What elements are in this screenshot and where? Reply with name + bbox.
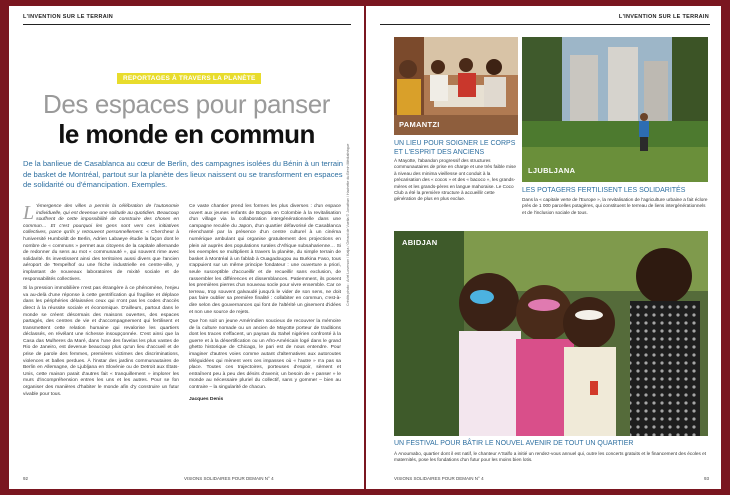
right-page [366,6,721,489]
photo-abidjan-image [394,231,708,436]
text-column-1 [23,204,179,401]
text-column-2 [189,204,341,403]
caption-text: À Anoumabo, quartier dont il est natif, le chanteur A'Salfo a initié un rendez-vous annuel qui, outre les concerts gratuits et le financement des écoles et maternités, pose les fondations d'un futur pour les moins bien lotis. [394,451,707,463]
paragraph: « Chercheur à l'université Humboldt de Berlin, Adrien Labaeye étudie la façon dont le nombre de « communs » permet aux citoyens de la capitale allemande de redonner du sens au mot « communauté », qui souvent rime avec solidarité. Ils investissent ainsi des territoires aussi divers que l'ancien aéroport de Tempelhof ou une friche industrielle en centre-ville, y implantant de nouveaux laboratoires de mixité sociale et de responsabilités collectives. [23,230,179,282]
caption-text: À Mayotte, l'abandon progressif des structures communautaires de prise en charge et une très faible mise à niveau des minima vieillesse ont conduit à la précarisation des « cocos » et des « bacoco », les grands-mères et les grands-pères en langue mahoraise. Le Coco Club a été la première structure à accueillir cette génération de plus en plus exclue. [394,158,516,202]
page-number: 92 [23,476,29,481]
photo-location-tag: LJUBLJANA [528,166,576,175]
photo-credit: Crédits photo : Ariel Loverson / Katja / Gérard de Vuelta © Jonathan / Hachette du Bénin Médiathèque [346,143,350,306]
running-head: L'INVENTION SUR LE TERRAIN [618,14,709,20]
header-rule [380,24,710,25]
photo-location-tag: PAMANTZI [399,120,440,129]
page-number: 93 [703,476,709,481]
footer-title: VISIONS SOLIDAIRES POUR DEMAIN N° 4 [184,476,274,481]
running-head: L'INVENTION SUR LE TERRAIN [23,14,114,20]
title-line-1: Des espaces pour panser [42,89,331,119]
photo-abidjan [394,231,708,436]
paragraph: Si la pression immobilière n'est pas étrangère à ce phénomène, l'enjeu va au-delà d'une réponse à cette gentrification qui fragilise et déplace dans les périphéries délaissées ceux qui n'ont pas les codes d'accès direct à la réussite sociale et économique. D'ailleurs, partout dans le monde se créent désormais des maisons ouvertes, des espaces partagés, des centres de vie et d'accompagnement qui fertilisent et transmettent cette relation humaine qui revalorise les quartiers déclassés, en révélant une richesse insoupçonnée. C'est ainsi que la Casa das Mulheres da Maré, dans l'une des favelas les plus vastes de Rio de Janeiro, est devenue beaucoup plus qu'un lieu d'accueil et de prise de parole des femmes, premières victimes des discriminations, violences et balles perdues. À l'instar des jardins communautaires de Berlin en Allemagne, de Ljubljana en Slovénie ou de Detroit aux États-Unis, cette maison parait d'autres fait « tranquillement » implorer les murs d'incompréhension entres les uns et les autres. Pour se fon organiser des manières d'habiter le monde afin d'y construire un futur vivable pour tous. [23,286,179,397]
drop-cap: L [23,202,35,224]
caption-text: Dans la « capitale verte de l'Europe », la revitalisation de l'agriculture urbaine a fait éclore près de 1 000 parcelles potagères, qui constituent le terreau de liens intergénérationnels et de l'inclusion sociale de tous. [522,197,708,215]
left-page [9,6,364,489]
kicker-label: REPORTAGES À TRAVERS LA PLANÈTE [117,73,261,84]
paragraph: Ce vaste chantier prend les formes les plus diverses : d'un espace ouvert aux jeunes enfants de Bogota en Colombie à la revitalisation d'un village via la collaboration intergénérationnelle dans une campagne reculée du Japon, d'un quartier défavorisé de Casablanca réenchanté par la présence d'un centre culturel à un cinéma numérique ambulant qui organise gratuitement des projections en plein air auprès des populations rurales d'Afrique subsaharienne… Si les exemples se multiplient à travers la planète, du simple terrain de basket à Montréal à un fablab à Ouagadougou au Burkina Faso, tous s'appuient sur un même principe fondateur : une ouverture a priori, seule susceptible d'accueillir et de recueillir sans exclusion, de rassembler les différences et dissemblances. Patiemment, ils posent les premières pierres d'un nouveau socle pour vivre ensemble. Car ce terreau, trop souvent galvaudé jusqu'à le vider de son sens, ne doit pas faire oublier sa première finalité : collabiter en commun, c'est-à-dire selon des gouvernances qui font de l'altérité un gisement d'idées et non une source de rejets. [189,204,341,315]
photo-ljubljana-image [522,37,708,182]
paragraph: Que l'on soit un jeune Amérindien soucieux de recouvrer la mémoire de la culture nomade ou un ancien de Mayotte porteur de traditions dont les traces s'effacent, un paysan du Sahel nigérien confronté à la guerre et à la désertification ou un Afro-Américain logé dans le grand ghetto historique de Chicago, le pari est de nous entendre. Pour imaginer d'autres voies comme autant d'alternatives aux autoroutes téléguidées qui mènent vers ces impasses où « l'autre » n'a pas sa place. Toutes ces trajectoires, porteuses d'espoir, sèment et entraînent peu à peu des désirs d'avenir, un besoin de « panser » le monde au nécessaire pluriel du collectif, sans y gommer – bien au contraire – la singularité de chacun. [189,319,341,391]
caption-title: LES POTAGERS FERTILISENT LES SOLIDARITÉS [522,187,686,194]
caption-title: UN FESTIVAL POUR BÂTIR LE NOUVEL AVENIR DE TOUT UN QUARTIER [394,440,634,447]
caption-title: UN LIEU POUR SOIGNER LE CORPS ET L'ESPRIT DES ANCIENS [394,140,516,156]
photo-ljubljana [522,37,708,182]
intro-quote: 'émergence des villes a permis la célébration de l'autonomie individuelle, qui est devenue une solitude au quotidien. Beaucoup souffrent de cette impossibilité de construire des choses en commun… Et c'est pourquoi les gens sont vers ces initiatives collectives, parce qu'ils y retrouvent personnellement. [23,204,179,236]
lead-paragraph: De la banlieue de Casablanca au cœur de Berlin, des campagnes isolées du Bénin à un terrain de basket de Montréal, partout sur la planète des lieux naissent ou se transforment en espaces de solidarité ou d'émancipation. Exemples. [23,159,343,190]
author-signature: Jacques Denis [189,396,224,402]
title-line-2: le monde en commun [58,119,315,149]
footer-title: VISIONS SOLIDAIRES POUR DEMAIN N° 4 [394,476,484,481]
header-rule [23,24,351,25]
photo-location-tag: ABIDJAN [402,238,438,247]
photo-pamantzi [394,37,518,135]
